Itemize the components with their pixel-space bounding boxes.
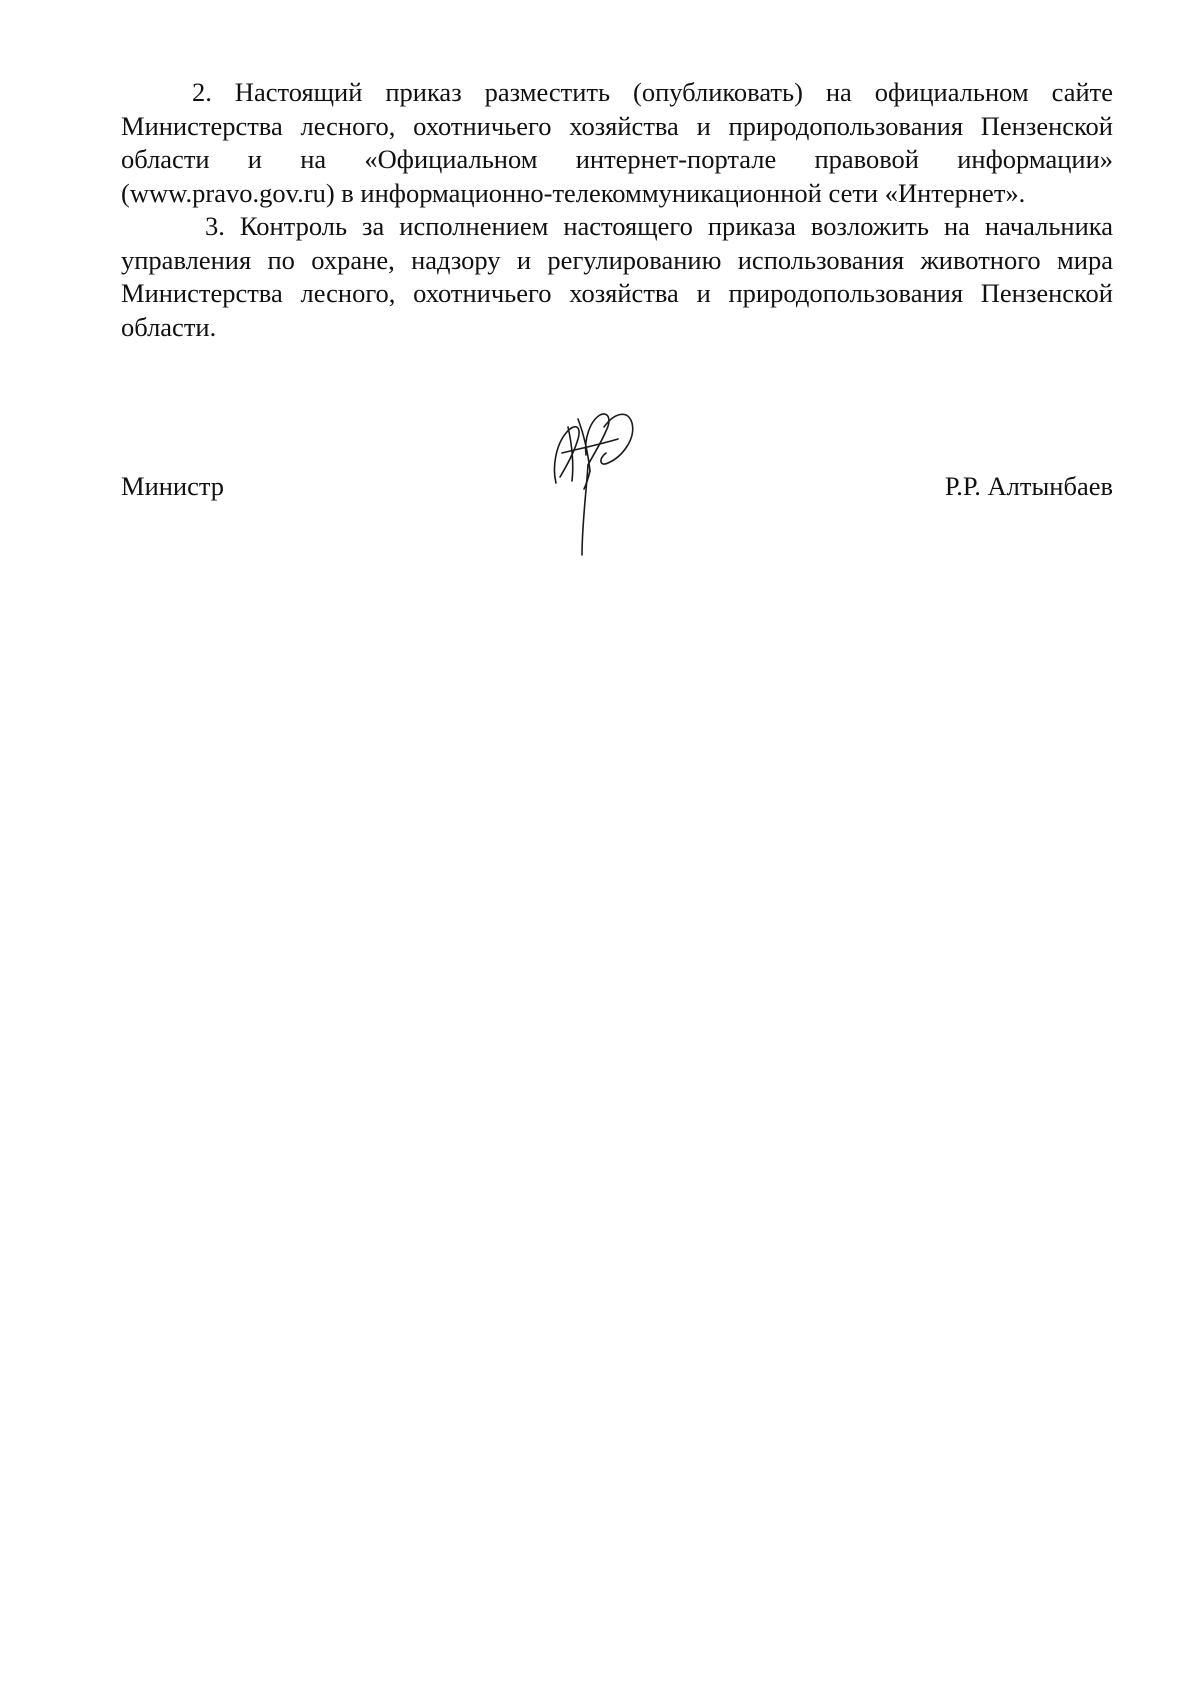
signature-block	[121, 470, 1113, 510]
signatory-name: Р.Р. Алтынбаев	[944, 471, 1113, 501]
signatory-title: Министр	[121, 471, 225, 501]
document-body	[121, 76, 1113, 344]
paragraph-control: 3. Контроль за исполнением настоящего приказа возложить на начальника управления по охране, надзору и регулированию использования животного мира Министерства лесного, охотничьего хозяйства и природопользования Пензенской области.	[121, 211, 1113, 342]
paragraph-publication: 2. Настоящий приказ разместить (опубликовать) на официальном сайте Министерства лесного, охотничьего хозяйства и природопользования Пензенской области и на «Официальном интернет-портале правовой информации» (www.pravo.gov.ru) в информационно-телекоммуникационной сети «Интернет».	[121, 77, 1113, 208]
